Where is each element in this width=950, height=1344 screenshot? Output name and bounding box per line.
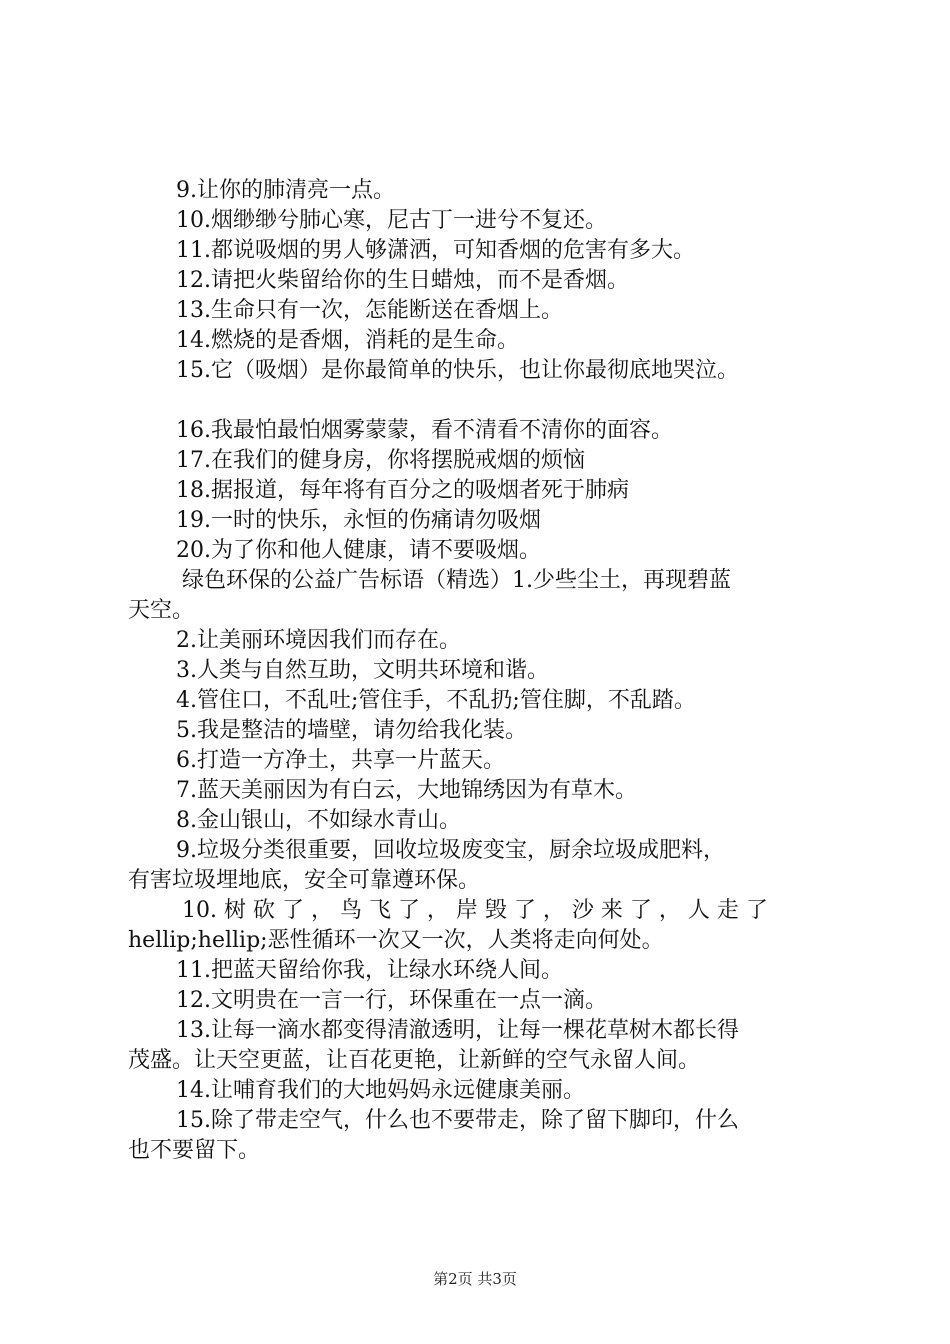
section-heading: 绿色环保的公益广告标语（精选）1.少些尘土，再现碧蓝 <box>182 568 731 593</box>
slogan-line-continuation: 茂盛。让天空更蓝，让百花更艳，让新鲜的空气永留人间。 <box>128 1048 701 1073</box>
slogan-line: 17.在我们的健身房，你将摆脱戒烟的烦恼 <box>176 448 585 473</box>
slogan-line: 10. 树 砍 了 ， 鸟 飞 了 ， 岸 毁 了 ， 沙 来 了 ， 人 走 了 <box>182 898 768 923</box>
slogan-line: 14.燃烧的是香烟，消耗的是生命。 <box>176 328 519 353</box>
slogan-line: 11.都说吸烟的男人够潇洒，可知香烟的危害有多大。 <box>176 238 695 263</box>
slogan-line: 12.文明贵在一言一行，环保重在一点一滴。 <box>176 988 607 1013</box>
slogan-line: 8.金山银山，不如绿水青山。 <box>176 808 461 833</box>
slogan-line: 5.我是整洁的墙壁，请勿给我化装。 <box>176 718 527 743</box>
slogan-line: 12.请把火柴留给你的生日蜡烛，而不是香烟。 <box>176 268 629 293</box>
slogan-line: 7.蓝天美丽因为有白云，大地锦绣因为有草木。 <box>176 778 637 803</box>
slogan-line-continuation: 也不要留下。 <box>128 1138 261 1163</box>
slogan-line: 13.生命只有一次，怎能断送在香烟上。 <box>176 298 563 323</box>
slogan-line: 20.为了你和他人健康，请不要吸烟。 <box>176 538 541 563</box>
slogan-line: 9.垃圾分类很重要，回收垃圾废变宝，厨余垃圾成肥料， <box>176 838 725 863</box>
slogan-line: 15.除了带走空气，什么也不要带走，除了留下脚印，什么 <box>176 1108 739 1133</box>
slogan-line: 13.让每一滴水都变得清澈透明，让每一棵花草树木都长得 <box>176 1018 739 1043</box>
slogan-line: 16.我最怕最怕烟雾蒙蒙，看不清看不清你的面容。 <box>176 418 673 443</box>
slogan-line: 4.管住口，不乱吐;管住手，不乱扔;管住脚，不乱踏。 <box>176 688 696 713</box>
document-body <box>128 176 833 1166</box>
slogan-line: 15.它（吸烟）是你最简单的快乐，也让你最彻底地哭泣。 <box>176 358 739 383</box>
slogan-line-continuation: 有害垃圾埋地底，安全可靠遵环保。 <box>128 868 481 893</box>
slogan-line: 10.烟缈缈兮肺心寒，尼古丁一进兮不复还。 <box>176 208 607 233</box>
slogan-line: 19.一时的快乐，永恒的伤痛请勿吸烟 <box>176 508 541 533</box>
slogan-line: 2.让美丽环境因我们而存在。 <box>176 628 461 653</box>
slogan-line-continuation: hellip;hellip;恶性循环一次又一次，人类将走向何处。 <box>128 928 664 953</box>
slogan-line: 3.人类与自然互助，文明共环境和谐。 <box>176 658 549 683</box>
section-heading-continuation: 天空。 <box>128 598 195 623</box>
paragraph-gap <box>128 386 833 416</box>
page-number-footer: 第2页 共3页 <box>433 1270 517 1288</box>
slogan-line: 11.把蓝天留给你我，让绿水环绕人间。 <box>176 958 563 983</box>
slogan-line: 9.让你的肺清亮一点。 <box>176 178 395 203</box>
slogan-line: 6.打造一方净土，共享一片蓝天。 <box>176 748 505 773</box>
slogan-line: 18.据报道，每年将有百分之的吸烟者死于肺病 <box>176 478 629 503</box>
slogan-line: 14.让哺育我们的大地妈妈永远健康美丽。 <box>176 1078 585 1103</box>
